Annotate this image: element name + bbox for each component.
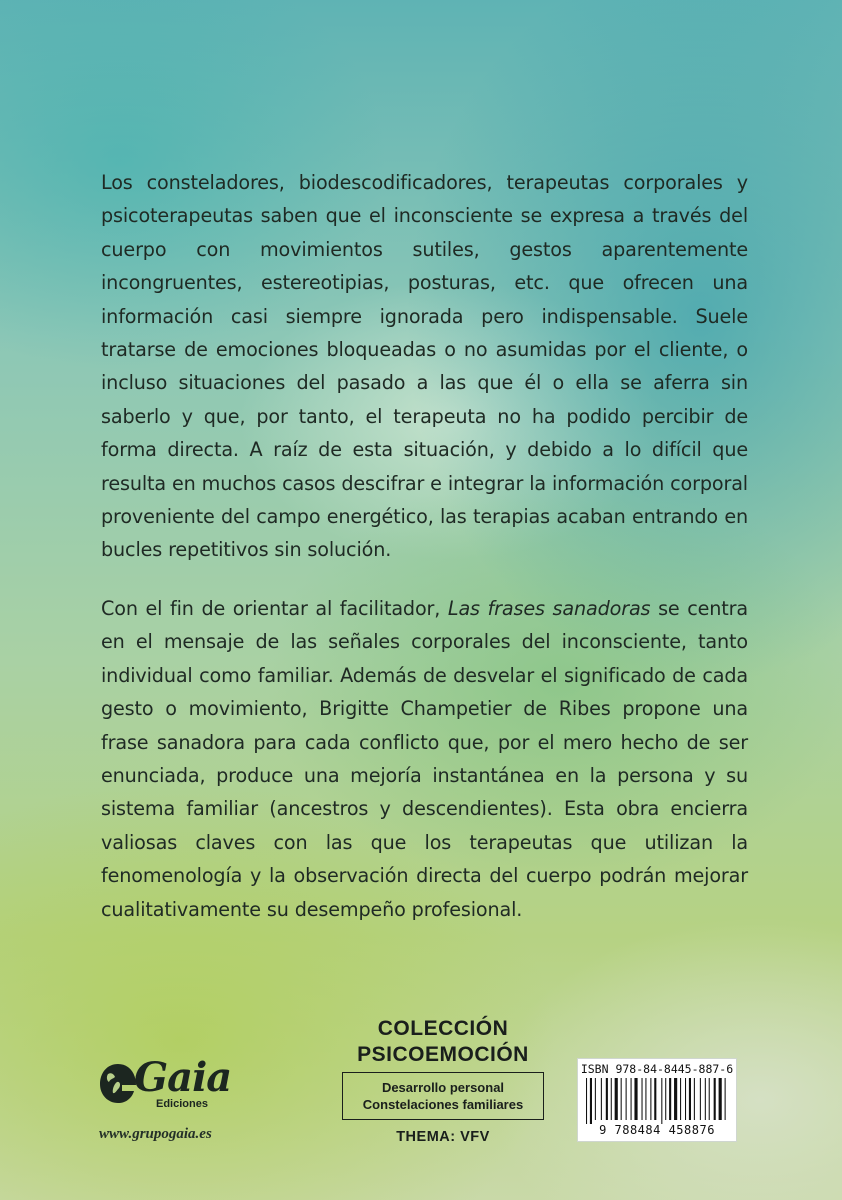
synopsis-paragraph-1: Los consteladores, biodescodificadores, terapeutas corporales y psicoterapeutas saben que el inconsciente se expresa a través del cuerpo con movimientos sutiles, gestos aparentemente incongruentes, estereotipias, posturas, etc. que ofrecen una información casi siempre ignorada pero indispensable. Suele tratarse de emociones bloqueadas o no asumidas por el cliente, o incluso situaciones del pasado a las que él o ella se aferra sin saberlo y que, por tanto, el terapeuta no ha podido percibir de forma directa. A raíz de esta situación, y debido a lo difícil que resulta en muchos casos descifrar e integrar la información corporal proveniente del campo energético, las terapias acaban entrando en bucles repetitivos sin solución.: [101, 171, 748, 562]
publisher-logo-word: Gaia: [134, 1054, 232, 1101]
collection-block: [334, 1016, 552, 1145]
publisher-website: www.grupogaia.es: [99, 1126, 212, 1142]
book-title-italic: Las frases sanadoras: [447, 597, 651, 620]
barcode-bars: [584, 1078, 730, 1124]
globe-icon: [98, 1060, 138, 1106]
ean-digits: 9 788484 458876: [599, 1123, 715, 1137]
synopsis-paragraph-2-start: Con el fin de orientar al facilitador,: [101, 597, 448, 620]
synopsis-paragraph-2-rest: se centra en el mensaje de las señales corporales del inconsciente, tanto individual como familiar. Además de desvelar el significado de cada gesto o movimiento, Brigitte Champetier de Ribes propone una frase sanadora para cada conflicto que, por el mero hecho de ser enunciada, produce una mejoría instantánea en la persona y su sistema familiar (ancestros y descendientes). Esta obra encierra valiosas claves con las que los terapeutas que utilizan la fenomenología y la observación directa del cuerpo podrán mejorar cualitativamente su desempeño profesional.: [101, 597, 749, 921]
category-2: Constelaciones familiares: [362, 1097, 524, 1112]
collection-name: PSICOEMOCIÓN: [357, 1043, 529, 1066]
synopsis-paragraph-2: [101, 592, 748, 926]
barcode: [577, 1058, 737, 1142]
collection-label: COLECCIÓN: [377, 1017, 509, 1040]
category-box: [342, 1072, 544, 1120]
category-1: Desarrollo personal: [381, 1080, 505, 1095]
isbn-label: ISBN 978-84-8445-887-6: [580, 1062, 734, 1076]
publisher-logo-subtitle: Ediciones: [156, 1098, 208, 1110]
publisher-logo: [98, 1054, 248, 1120]
thema-code: THEMA: VFV: [396, 1129, 490, 1145]
